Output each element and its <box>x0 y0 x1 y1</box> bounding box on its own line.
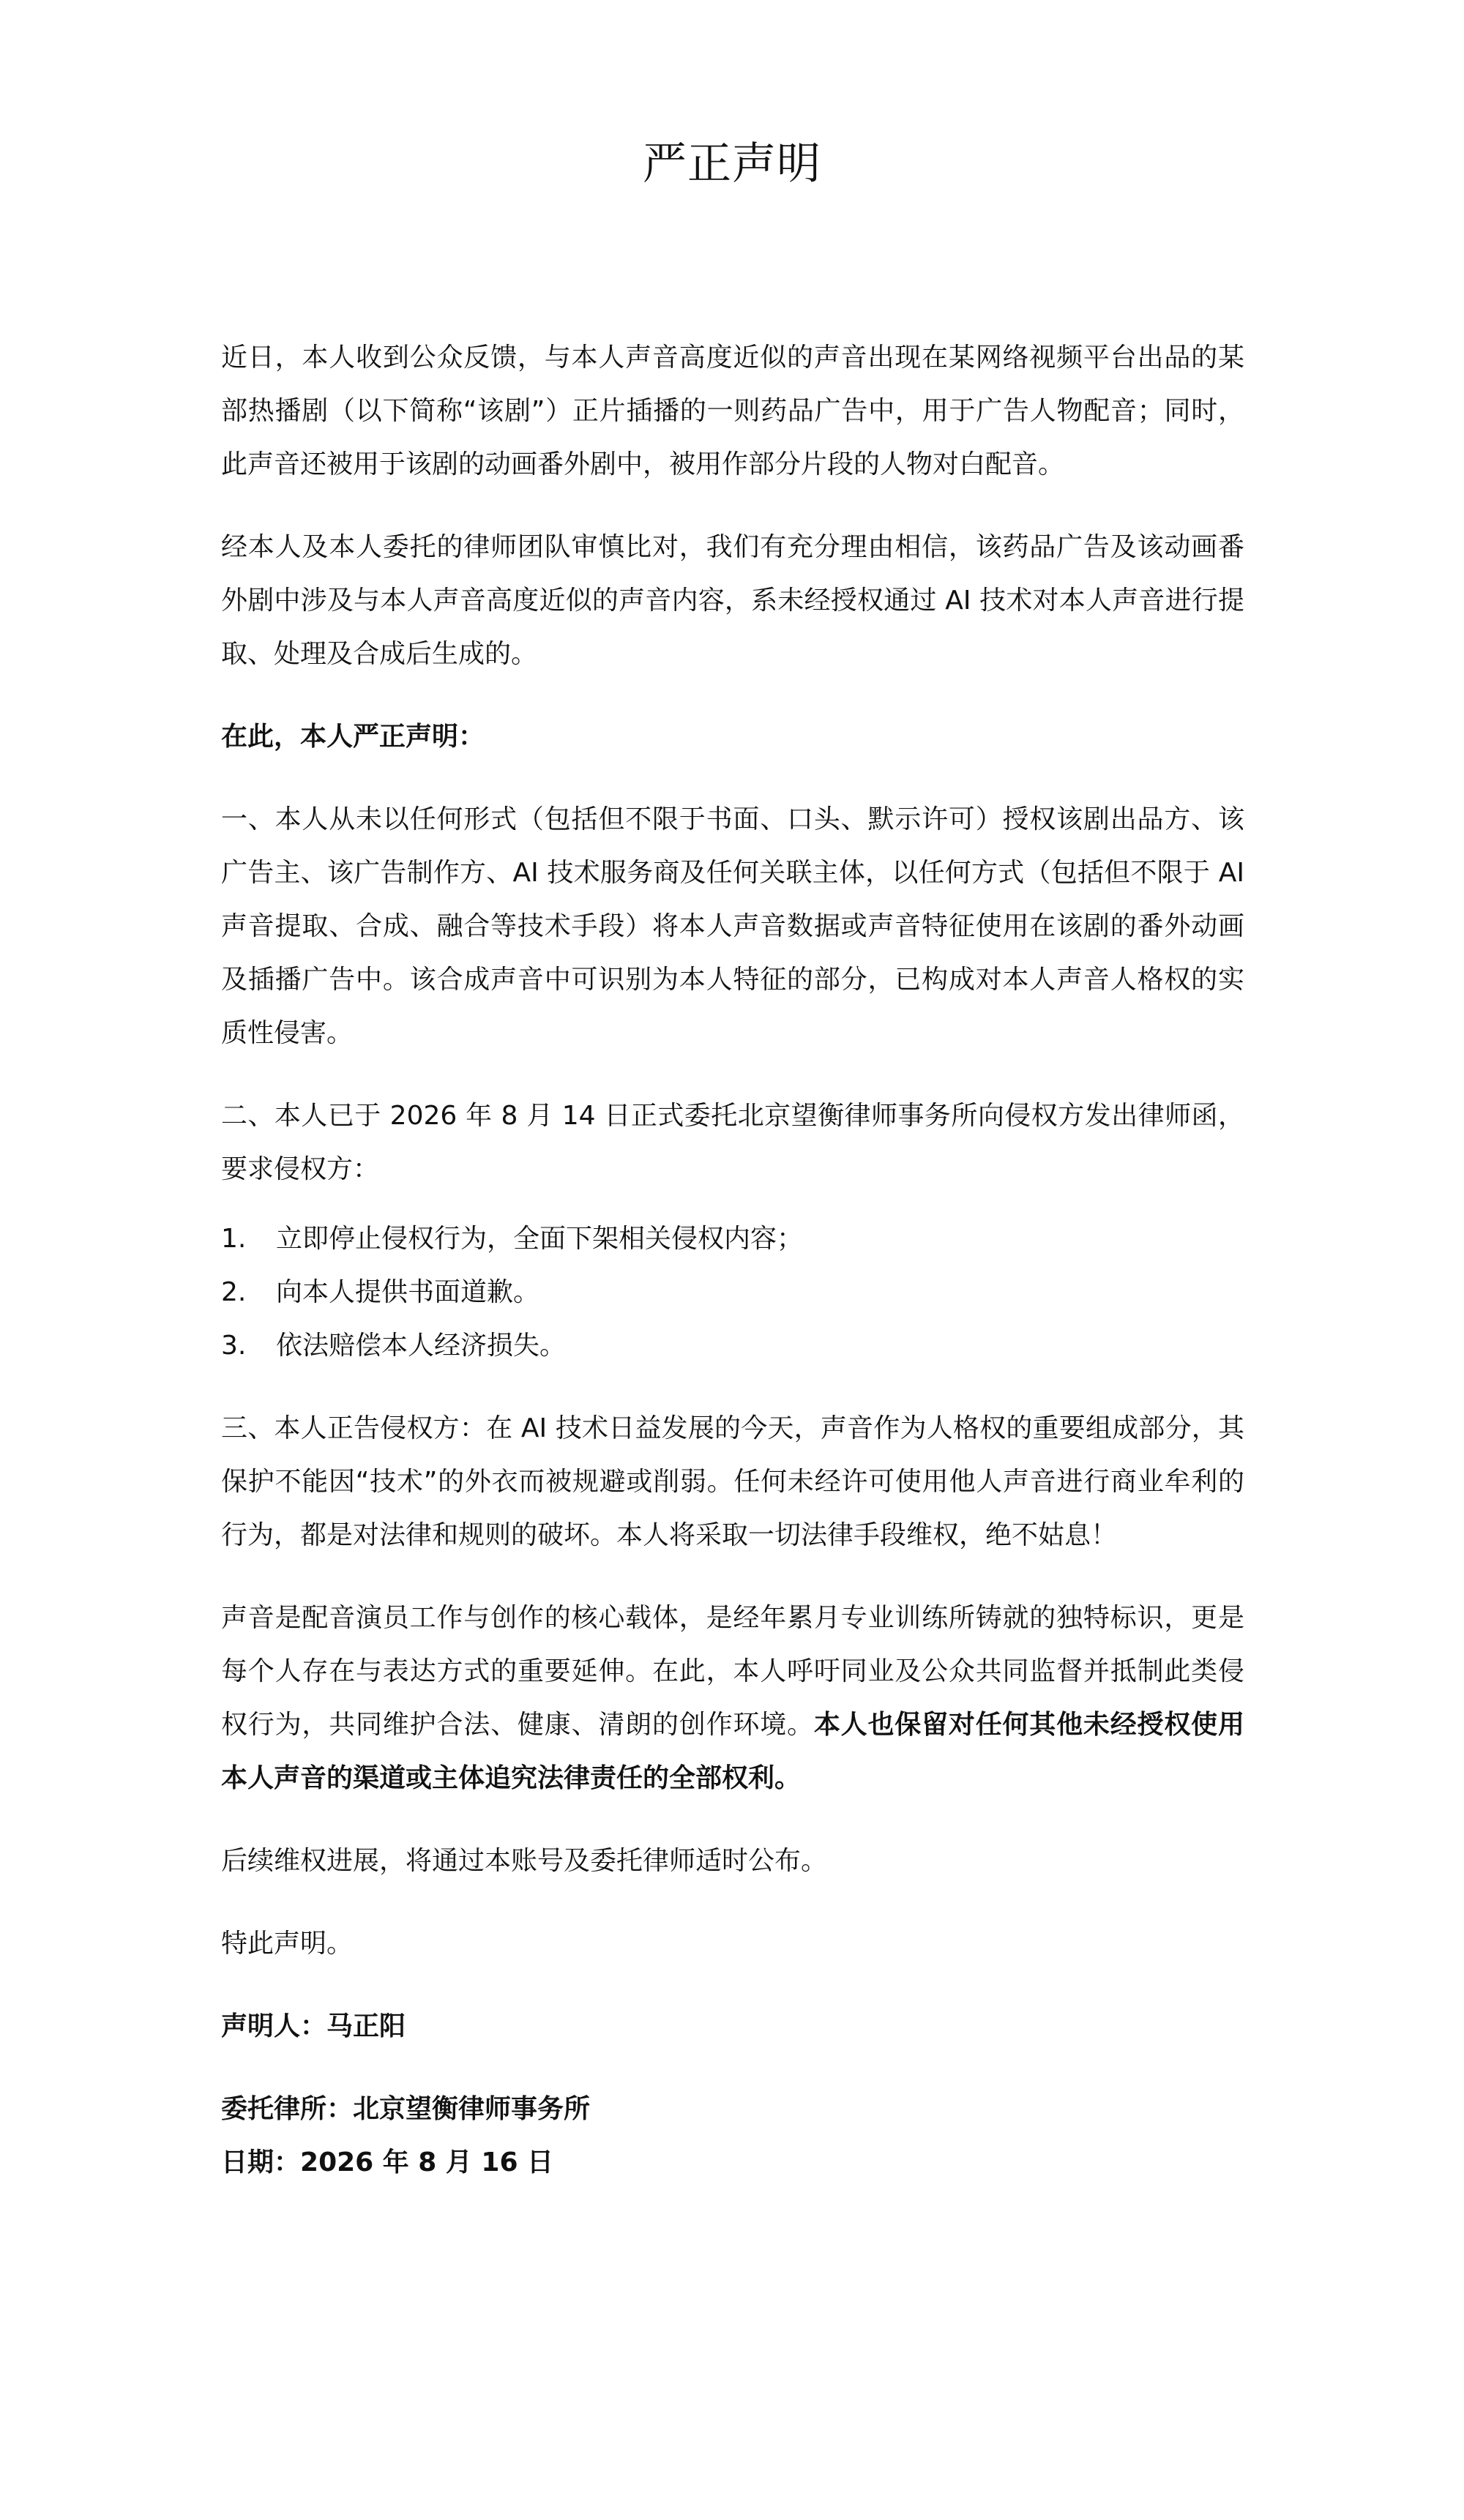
declarant-line <box>221 2000 1244 2053</box>
paragraph-point-three: 三、本人正告侵权方：在 AI 技术日益发展的今天，声音作为人格权的重要组成部分，其保护不能因“技术”的外衣而被规避或削弱。任何未经许可使用他人声音进行商业牟利的行为，都是对法律和规则的破坏。本人将采取一切法律手段维权，绝不姑息！ <box>221 1413 1244 1550</box>
paragraph-comparison: 经本人及本人委托的律师团队审慎比对，我们有充分理由相信，该药品广告及该动画番外剧中涉及与本人声音高度近似的声音内容，系未经授权通过 AI 技术对本人声音进行提取、处理及合成后生成的。 <box>221 532 1244 669</box>
list-item-number: 1. <box>221 1224 247 1254</box>
date-value: 2026 年 8 月 16 日 <box>300 2147 554 2177</box>
list-item-number: 3. <box>221 1331 247 1361</box>
declarant-label: 声明人： <box>221 2011 327 2041</box>
list-item-number: 2. <box>221 1277 247 1307</box>
page-title: 严正声明 <box>643 138 821 190</box>
date-label: 日期： <box>221 2147 301 2177</box>
declarant-name: 马正阳 <box>326 2011 406 2041</box>
statement-body <box>221 331 1244 2189</box>
law-firm-label: 委托律所： <box>221 2094 354 2124</box>
rights-reservation-text: 本人也保留对任何其他未经授权使用本人声音的渠道或主体追究法律责任的全部权利。 <box>221 1710 1244 1793</box>
paragraph-report: 近日，本人收到公众反馈，与本人声音高度近似的声音出现在某网络视频平台出品的某部热播剧（以下简称“该剧”）正片插播的一则药品广告中，用于广告人物配音；同时，此声音还被用于该剧的动画番外剧中，被用作部分片段的人物对白配音。 <box>221 343 1244 479</box>
list-item-text: 依法赔偿本人经济损失。 <box>276 1331 567 1361</box>
paragraph-voice-importance <box>221 1591 1244 1805</box>
date-line <box>221 2136 1244 2189</box>
list-item <box>221 1265 1244 1319</box>
paragraph-declaration-intro: 在此，本人严正声明： <box>221 722 485 752</box>
paragraph-point-one: 一、本人从未以任何形式（包括但不限于书面、口头、默示许可）授权该剧出品方、该广告主、该广告制作方、AI 技术服务商及任何关联主体，以任何方式（包括但不限于 AI 声音提取、合成、融合等技术手段）将本人声音数据或声音特征使用在该剧的番外动画及插播广告中。该合成声音中可识别为本人特征的部分，已构成对本人声音人格权的实质性侵害。 <box>221 804 1244 1048</box>
paragraph-follow-up: 后续维权进展，将通过本账号及委托律师适时公布。 <box>221 1846 828 1876</box>
list-item <box>221 1212 1244 1265</box>
law-firm-line <box>221 2082 1244 2136</box>
law-firm-name: 北京望衡律师事务所 <box>353 2094 591 2124</box>
demands-list <box>221 1212 1244 1372</box>
list-item-text: 向本人提供书面道歉。 <box>276 1277 540 1307</box>
paragraph-point-two: 二、本人已于 2026 年 8 月 14 日正式委托北京望衡律师事务所向侵权方发出律师函，要求侵权方： <box>221 1101 1244 1184</box>
voice-importance-text: 声音是配音演员工作与创作的核心载体，是经年累月专业训练所铸就的独特标识，更是每个人存在与表达方式的重要延伸。在此，本人呼吁同业及公众共同监督并抵制此类侵权行为，共同维护合法、健康、清朗的创作环境。 <box>221 1603 1244 1740</box>
list-item <box>221 1319 1244 1372</box>
list-item-text: 立即停止侵权行为，全面下架相关侵权内容； <box>276 1224 804 1254</box>
paragraph-closing: 特此声明。 <box>221 1929 354 1959</box>
